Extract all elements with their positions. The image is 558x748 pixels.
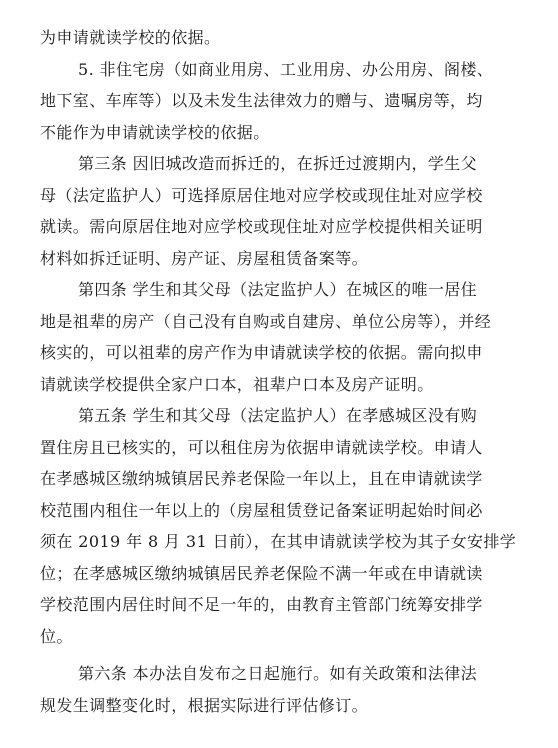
article-5-line-7: 学校范围内居住时间不足一年的，由教育主管部门统筹安排学 — [40, 595, 483, 614]
article-3-line-2: 母（法定监护人）可选择原居住地对应学校或现住址对应学校 — [40, 185, 483, 205]
article-5-line-5: 须在 2019 年 8 月 31 日前），在其申请就读学校为其子女安排学 — [40, 532, 517, 551]
article-4-line-4: 请就读学校提供全家户口本，祖辈户口本及房产证明。 — [40, 374, 434, 394]
text-line-2: 5. 非住宅房（如商业用房、工业用房、办公用房、阁楼、 — [78, 59, 494, 79]
article-3-line-1: 第三条 因旧城改造而拆迁的，在拆迁过渡期内，学生父 — [78, 154, 478, 173]
article-5-line-3: 在孝感城区缴纳城镇居民养老保险一年以上，且在申请就读学 — [40, 469, 483, 488]
text-line-1: 为申请就读学校的依据。 — [40, 28, 221, 47]
text-line-3: 地下室、车库等）以及未发生法律效力的赠与、遗嘱房等，均 — [40, 91, 483, 110]
article-5-line-1: 第五条 学生和其父母（法定监护人）在孝感城区没有购 — [78, 406, 478, 425]
article-6-line-2: 规发生调整变化时，根据实际进行评估修订。 — [40, 695, 369, 715]
article-6-line-1: 第六条 本办法自发布之日起施行。如有关政策和法律法 — [78, 664, 478, 683]
article-4-line-3: 核实的，可以祖辈的房产作为申请就读学校的依据。需向拟申 — [40, 343, 483, 362]
article-5-line-6: 位；在孝感城区缴纳城镇居民养老保险不满一年或在申请就读 — [40, 563, 483, 583]
article-5-line-8: 位。 — [40, 626, 73, 646]
article-5-line-4: 校范围内租住一年以上的（房屋租赁登记备案证明起始时间必 — [40, 500, 483, 520]
article-5-line-2: 置住房且已核实的，可以租住房为依据申请就读学校。申请人 — [40, 437, 483, 457]
article-4-line-1: 第四条 学生和其父母（法定监护人）在城区的唯一居住 — [78, 280, 478, 299]
text-line-4: 不能作为申请就读学校的依据。 — [40, 122, 270, 142]
article-3-line-3: 就读。需向原居住地对应学校或现住址对应学校提供相关证明 — [40, 217, 483, 236]
article-4-line-2: 地是祖辈的房产（自己没有自购或自建房、单位公房等），并经 — [40, 311, 492, 331]
article-3-line-4: 材料如拆迁证明、房产证、房屋租赁备案等。 — [40, 248, 369, 268]
